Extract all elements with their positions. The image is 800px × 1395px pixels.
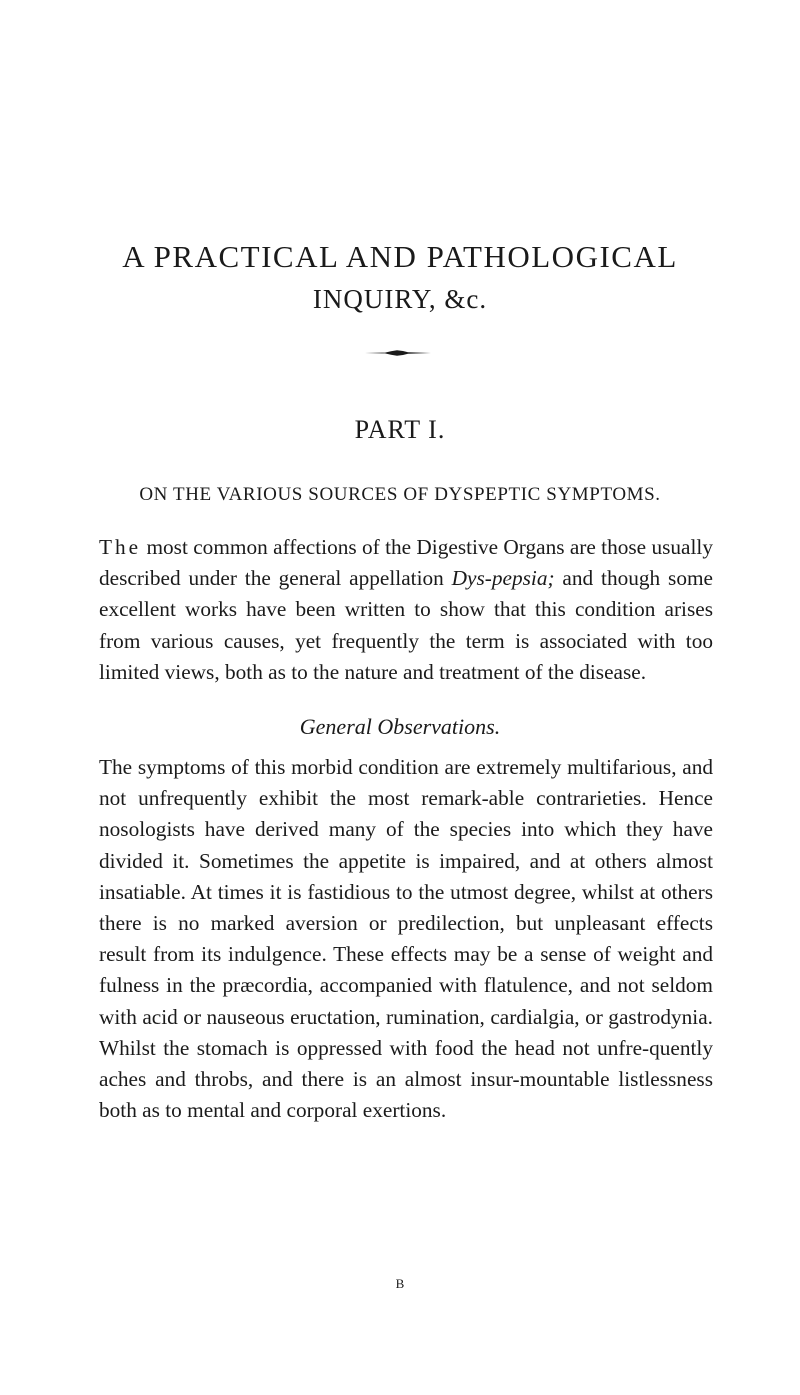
- title-line-1: A PRACTICAL AND PATHOLOGICAL: [122, 239, 678, 274]
- intro-text-part-2: and though some excellent works have been written to show that this condition arises from various causes, yet frequently the term is associated with too limited views, both as to the nature and treatment of the disease.: [99, 566, 713, 684]
- intro-italic-term: Dys-pepsia;: [451, 566, 555, 591]
- title-line-2: INQUIRY, &c.: [312, 284, 488, 314]
- intro-paragraph: [99, 532, 713, 688]
- intro-text-part-1: most common affections of the Digestive Organs are those usually described under the general appellation: [99, 535, 713, 591]
- section-paragraph: [99, 752, 713, 1126]
- signature-mark: B: [395, 1276, 405, 1291]
- part-heading: PART I.: [354, 415, 446, 444]
- section-heading: General Observations.: [299, 714, 501, 739]
- section-paragraph-text: The symptoms of this morbid condition are extremely multifarious, and not unfrequently exhibit the most remark-able contrarieties. Hence nosologists have derived many of the species into which they have divided it. Sometimes the appetite is impaired, and at others almost insatiable. At times it is fastidious to the utmost degree, whilst at others there is no marked aversion or predilection, but unpleasant effects result from its indulgence. These effects may be a sense of weight and fulness in the præcordia, accompanied with flatulence, and not seldom with acid or nauseous eructation, rumination, cardialgia, or gastrodynia. Whilst the stomach is oppressed with food the head not unfre-quently aches and throbs, and there is an almost insur-mountable listlessness both as to mental and corporal exertions.: [99, 755, 713, 1123]
- intro-lead-word: The: [99, 535, 142, 559]
- ornamental-rule-icon: [363, 349, 433, 357]
- chapter-heading: ON THE VARIOUS SOURCES OF DYSPEPTIC SYMPTOMS.: [139, 484, 661, 505]
